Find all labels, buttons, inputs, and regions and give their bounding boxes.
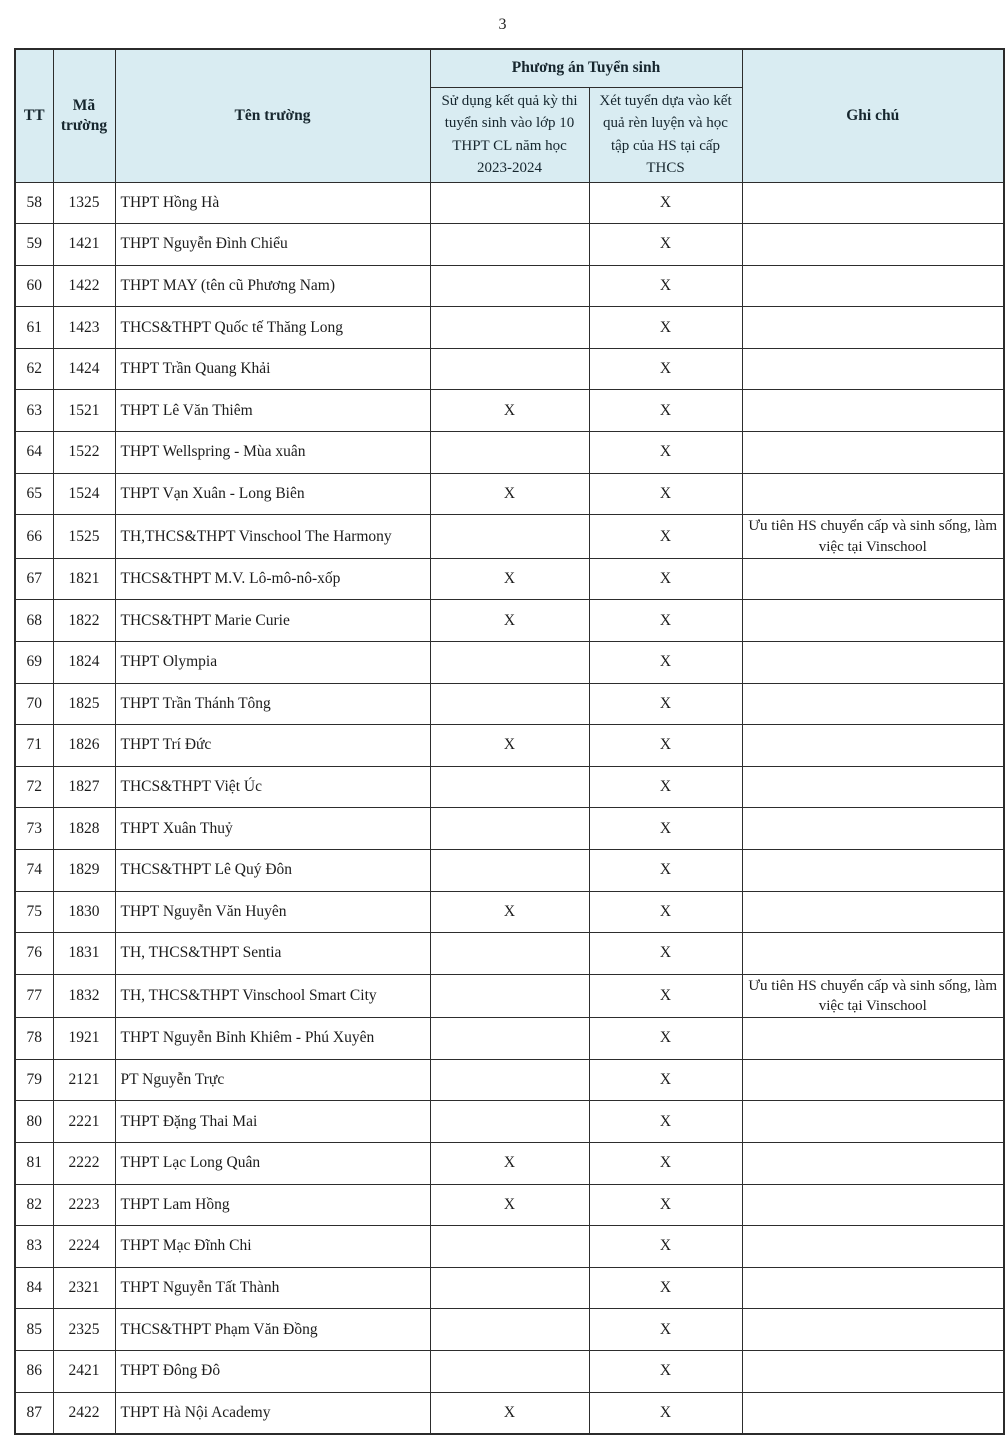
exam-method-mark-cell [430,265,589,307]
school-code-cell: 1830 [53,891,115,933]
note-cell [742,1101,1004,1143]
exam-method-mark-cell [430,1059,589,1101]
exam-method-mark-cell [430,348,589,390]
table-row [15,307,1004,349]
table-row [15,265,1004,307]
table-row [15,1392,1004,1434]
review-method-mark-cell: X [589,390,742,432]
exam-method-mark-cell [430,224,589,266]
row-index: 82 [15,1184,53,1226]
note-cell [742,1184,1004,1226]
school-code-cell: 1832 [53,974,115,1018]
note-cell [742,558,1004,600]
table-row [15,390,1004,432]
note-cell [742,432,1004,474]
note-cell [742,307,1004,349]
note-cell [742,683,1004,725]
review-method-mark-cell: X [589,600,742,642]
note-cell [742,1309,1004,1351]
table-row [15,1059,1004,1101]
exam-method-mark-cell: X [430,558,589,600]
exam-method-mark-cell [430,1309,589,1351]
table-row [15,808,1004,850]
exam-method-mark-cell: X [430,600,589,642]
review-method-mark-cell: X [589,1018,742,1060]
note-cell [742,725,1004,767]
row-index: 76 [15,933,53,975]
review-method-mark-cell: X [589,1392,742,1434]
row-index: 69 [15,641,53,683]
row-index: 73 [15,808,53,850]
school-code-cell: 2325 [53,1309,115,1351]
review-method-mark-cell: X [589,1184,742,1226]
exam-method-mark-cell [430,1101,589,1143]
school-code-cell: 1827 [53,766,115,808]
table-row [15,473,1004,515]
review-method-mark-cell: X [589,766,742,808]
exam-method-mark-cell [430,515,589,559]
note-cell [742,849,1004,891]
review-method-mark-cell: X [589,683,742,725]
school-name-cell: THPT MAY (tên cũ Phương Nam) [115,265,430,307]
review-method-mark-cell: X [589,1267,742,1309]
table-row [15,432,1004,474]
table-row [15,1309,1004,1351]
school-code-cell: 1825 [53,683,115,725]
note-cell: Ưu tiên HS chuyển cấp và sinh sống, làm việc tại Vinschool [742,515,1004,559]
exam-method-mark-cell [430,641,589,683]
exam-method-mark-cell [430,1267,589,1309]
school-name-cell: THPT Wellspring - Mùa xuân [115,432,430,474]
review-method-mark-cell: X [589,1226,742,1268]
school-name-cell: THPT Đông Đô [115,1350,430,1392]
note-cell [742,473,1004,515]
row-index: 71 [15,725,53,767]
school-name-cell: THCS&THPT Marie Curie [115,600,430,642]
review-method-mark-cell: X [589,891,742,933]
row-index: 59 [15,224,53,266]
row-index: 86 [15,1350,53,1392]
note-cell [742,1350,1004,1392]
note-cell [742,1142,1004,1184]
exam-method-mark-cell [430,974,589,1018]
review-method-mark-cell: X [589,558,742,600]
table-row [15,1142,1004,1184]
school-name-cell: THCS&THPT Quốc tế Thăng Long [115,307,430,349]
school-code-cell: 1831 [53,933,115,975]
exam-method-mark-cell [430,1018,589,1060]
school-code-cell: 1828 [53,808,115,850]
header-method-review: Xét tuyển dựa vào kết quả rèn luyện và học tập của HS tại cấp THCS [589,87,742,182]
school-code-cell: 1829 [53,849,115,891]
row-index: 63 [15,390,53,432]
school-name-cell: THPT Nguyễn Tất Thành [115,1267,430,1309]
exam-method-mark-cell: X [430,1142,589,1184]
school-code-cell: 1525 [53,515,115,559]
table-row [15,891,1004,933]
review-method-mark-cell: X [589,307,742,349]
row-index: 87 [15,1392,53,1434]
table-row [15,1018,1004,1060]
school-code-cell: 1921 [53,1018,115,1060]
exam-method-mark-cell [430,683,589,725]
school-name-cell: THPT Trần Quang Khải [115,348,430,390]
exam-method-mark-cell [430,933,589,975]
school-code-cell: 1522 [53,432,115,474]
review-method-mark-cell: X [589,1309,742,1351]
row-index: 83 [15,1226,53,1268]
row-index: 75 [15,891,53,933]
note-cell [742,933,1004,975]
review-method-mark-cell: X [589,348,742,390]
exam-method-mark-cell: X [430,891,589,933]
review-method-mark-cell: X [589,182,742,224]
school-name-cell: THPT Mạc Đĩnh Chi [115,1226,430,1268]
table-row [15,515,1004,559]
exam-method-mark-cell: X [430,1392,589,1434]
school-code-cell: 2221 [53,1101,115,1143]
exam-method-mark-cell [430,432,589,474]
school-name-cell: THPT Lạc Long Quân [115,1142,430,1184]
header-school-name: Tên trường [115,49,430,182]
note-cell: Ưu tiên HS chuyển cấp và sinh sống, làm việc tại Vinschool [742,974,1004,1018]
row-index: 64 [15,432,53,474]
review-method-mark-cell: X [589,432,742,474]
note-cell [742,390,1004,432]
review-method-mark-cell: X [589,1142,742,1184]
exam-method-mark-cell: X [430,473,589,515]
review-method-mark-cell: X [589,641,742,683]
row-index: 62 [15,348,53,390]
school-name-cell: THPT Hồng Hà [115,182,430,224]
school-code-cell: 1421 [53,224,115,266]
exam-method-mark-cell [430,307,589,349]
row-index: 72 [15,766,53,808]
header-admission-plan: Phương án Tuyển sinh [430,49,742,87]
header-method-exam: Sử dụng kết quả kỳ thi tuyển sinh vào lớp 10 THPT CL năm học 2023-2024 [430,87,589,182]
row-index: 65 [15,473,53,515]
row-index: 60 [15,265,53,307]
row-index: 67 [15,558,53,600]
row-index: 61 [15,307,53,349]
note-cell [742,600,1004,642]
row-index: 68 [15,600,53,642]
table-row [15,641,1004,683]
exam-method-mark-cell [430,808,589,850]
school-name-cell: THPT Nguyễn Đình Chiểu [115,224,430,266]
school-code-cell: 2121 [53,1059,115,1101]
row-index: 78 [15,1018,53,1060]
school-code-cell: 2321 [53,1267,115,1309]
exam-method-mark-cell: X [430,390,589,432]
header-school-code: Mã trường [53,49,115,182]
review-method-mark-cell: X [589,849,742,891]
table-row [15,348,1004,390]
school-name-cell: THPT Olympia [115,641,430,683]
table-row [15,1267,1004,1309]
school-code-cell: 1824 [53,641,115,683]
note-cell [742,265,1004,307]
note-cell [742,1059,1004,1101]
review-method-mark-cell: X [589,725,742,767]
table-row [15,600,1004,642]
review-method-mark-cell: X [589,974,742,1018]
note-cell [742,808,1004,850]
school-code-cell: 1422 [53,265,115,307]
school-code-cell: 1424 [53,348,115,390]
exam-method-mark-cell [430,1226,589,1268]
note-cell [742,182,1004,224]
school-code-cell: 1325 [53,182,115,224]
table-row [15,1350,1004,1392]
school-name-cell: THPT Hà Nội Academy [115,1392,430,1434]
row-index: 81 [15,1142,53,1184]
school-name-cell: THPT Trần Thánh Tông [115,683,430,725]
exam-method-mark-cell [430,182,589,224]
table-row [15,849,1004,891]
table-row [15,1184,1004,1226]
school-name-cell: THPT Nguyễn Văn Huyên [115,891,430,933]
school-name-cell: THCS&THPT Lê Quý Đôn [115,849,430,891]
school-name-cell: TH, THCS&THPT Sentia [115,933,430,975]
table-row [15,683,1004,725]
exam-method-mark-cell [430,1350,589,1392]
row-index: 80 [15,1101,53,1143]
school-name-cell: THCS&THPT Phạm Văn Đồng [115,1309,430,1351]
row-index: 79 [15,1059,53,1101]
school-name-cell: THPT Đặng Thai Mai [115,1101,430,1143]
page-number: 3 [498,16,507,33]
school-code-cell: 2222 [53,1142,115,1184]
note-cell [742,766,1004,808]
review-method-mark-cell: X [589,473,742,515]
school-code-cell: 1423 [53,307,115,349]
table-row [15,766,1004,808]
table-body [15,182,1004,1434]
school-code-cell: 2223 [53,1184,115,1226]
row-index: 74 [15,849,53,891]
exam-method-mark-cell [430,766,589,808]
school-name-cell: PT Nguyễn Trực [115,1059,430,1101]
review-method-mark-cell: X [589,515,742,559]
table-row [15,224,1004,266]
row-index: 84 [15,1267,53,1309]
school-name-cell: THPT Lam Hồng [115,1184,430,1226]
school-code-cell: 1822 [53,600,115,642]
row-index: 70 [15,683,53,725]
row-index: 66 [15,515,53,559]
exam-method-mark-cell: X [430,1184,589,1226]
row-index: 85 [15,1309,53,1351]
review-method-mark-cell: X [589,224,742,266]
school-name-cell: TH, THCS&THPT Vinschool Smart City [115,974,430,1018]
header-notes: Ghi chú [742,49,1004,182]
note-cell [742,348,1004,390]
note-cell [742,641,1004,683]
note-cell [742,224,1004,266]
school-code-cell: 2421 [53,1350,115,1392]
admissions-table [14,48,1005,1435]
school-code-cell: 1826 [53,725,115,767]
table-row [15,558,1004,600]
row-index: 77 [15,974,53,1018]
school-name-cell: THPT Nguyễn Bỉnh Khiêm - Phú Xuyên [115,1018,430,1060]
table-row [15,182,1004,224]
row-index: 58 [15,182,53,224]
review-method-mark-cell: X [589,1059,742,1101]
school-code-cell: 1524 [53,473,115,515]
note-cell [742,891,1004,933]
review-method-mark-cell: X [589,1350,742,1392]
school-code-cell: 2422 [53,1392,115,1434]
review-method-mark-cell: X [589,265,742,307]
school-name-cell: THCS&THPT M.V. Lô-mô-nô-xốp [115,558,430,600]
table-header [15,49,1004,182]
review-method-mark-cell: X [589,808,742,850]
note-cell [742,1392,1004,1434]
table-row [15,974,1004,1018]
school-name-cell: THPT Trí Đức [115,725,430,767]
school-code-cell: 1521 [53,390,115,432]
school-name-cell: THPT Lê Văn Thiêm [115,390,430,432]
note-cell [742,1267,1004,1309]
school-code-cell: 1821 [53,558,115,600]
exam-method-mark-cell: X [430,725,589,767]
review-method-mark-cell: X [589,933,742,975]
school-name-cell: THCS&THPT Việt Úc [115,766,430,808]
table-row [15,725,1004,767]
note-cell [742,1226,1004,1268]
review-method-mark-cell: X [589,1101,742,1143]
note-cell [742,1018,1004,1060]
header-tt: TT [15,49,53,182]
school-name-cell: TH,THCS&THPT Vinschool The Harmony [115,515,430,559]
school-name-cell: THPT Xuân Thuỷ [115,808,430,850]
table-row [15,1226,1004,1268]
table-row [15,1101,1004,1143]
table-row [15,933,1004,975]
school-name-cell: THPT Vạn Xuân - Long Biên [115,473,430,515]
exam-method-mark-cell [430,849,589,891]
school-code-cell: 2224 [53,1226,115,1268]
